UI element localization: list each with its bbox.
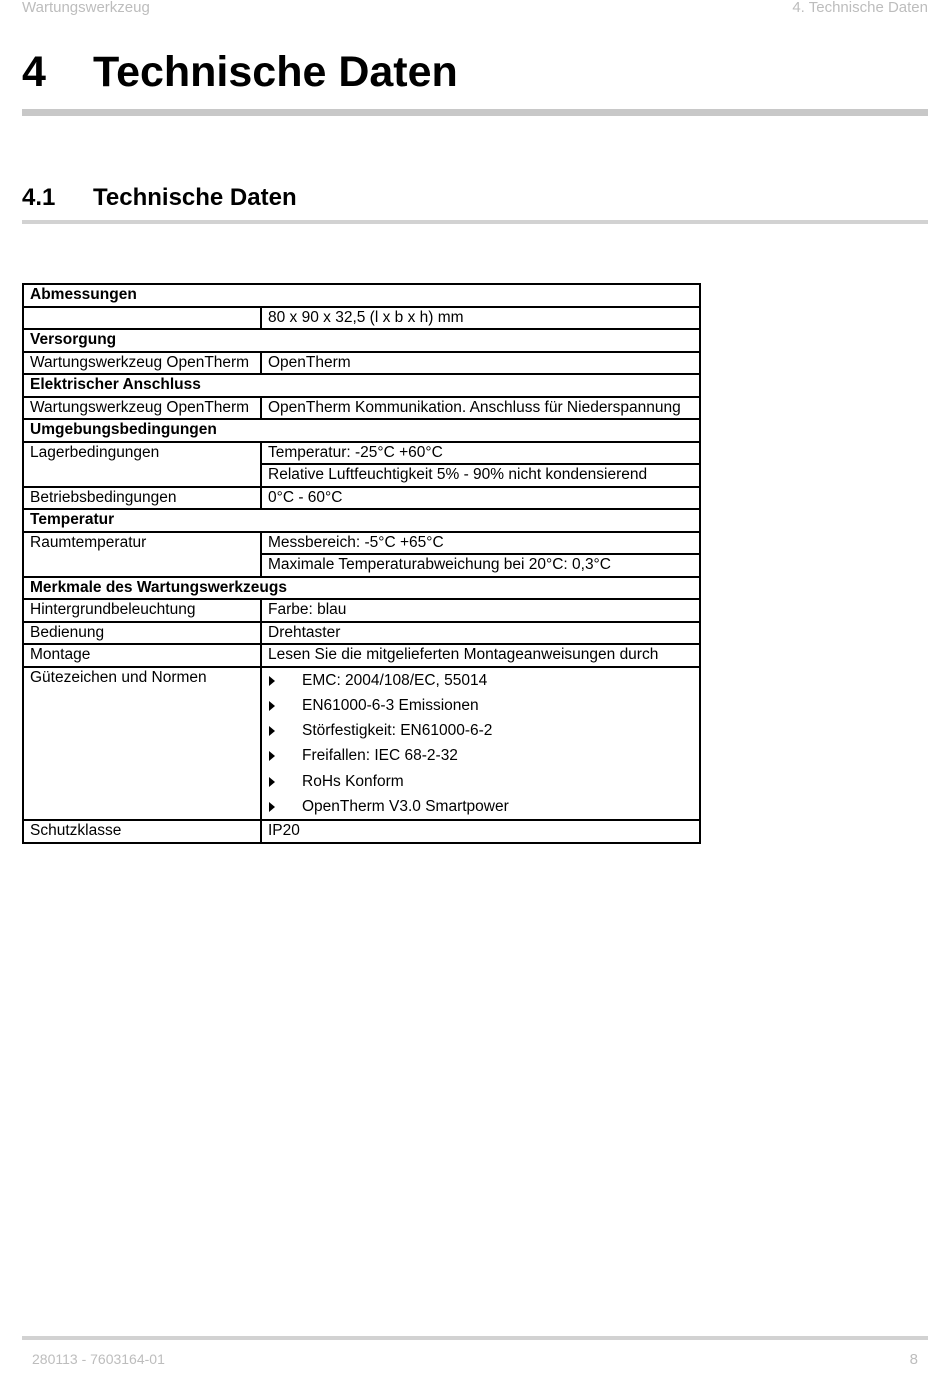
table-cell-label: Lagerbedingungen: [23, 442, 261, 487]
chapter-number: 4: [22, 48, 46, 96]
section-heading: [22, 183, 297, 213]
bullet-triangle-icon: [269, 726, 275, 736]
table-cell-value: [261, 667, 700, 821]
footer-divider: [22, 1336, 928, 1340]
table-row: [23, 577, 700, 600]
table-cell-label: Betriebsbedingungen: [23, 487, 261, 510]
list-item: [268, 794, 693, 819]
bullet-triangle-icon: [269, 777, 275, 787]
list-item: [268, 718, 693, 743]
table-row: [23, 329, 700, 352]
table-cell-value: OpenTherm Kommunikation. Anschluss für Niederspannung: [261, 397, 700, 420]
table-cell-value: Relative Luftfeuchtigkeit 5% - 90% nicht kondensierend: [261, 464, 700, 487]
list-item: [268, 668, 693, 693]
bullet-triangle-icon: [269, 802, 275, 812]
list-item-text: Freifallen: IEC 68-2-32: [302, 747, 458, 765]
table-cell-value: IP20: [261, 820, 700, 843]
group-heading-merkmale: Merkmale des Wartungswerkzeugs: [23, 577, 700, 600]
group-heading-umgebungsbedingungen: Umgebungsbedingungen: [23, 419, 700, 442]
spec-table: [22, 283, 701, 844]
bullet-triangle-icon: [269, 676, 275, 686]
chapter-title: Technische Daten: [93, 48, 458, 96]
table-cell-label: Wartungswerkzeug OpenTherm: [23, 352, 261, 375]
group-heading-abmessungen: Abmessungen: [23, 284, 700, 307]
list-item: [268, 693, 693, 718]
table-cell-value: Lesen Sie die mitgelieferten Montageanweisungen durch: [261, 644, 700, 667]
chapter-heading: [22, 44, 458, 100]
table-cell-value: 0°C - 60°C: [261, 487, 700, 510]
table-cell-value: Drehtaster: [261, 622, 700, 645]
table-row: [23, 397, 700, 420]
section-title: Technische Daten: [93, 184, 297, 211]
table-row: [23, 487, 700, 510]
table-row: [23, 509, 700, 532]
table-row: [23, 284, 700, 307]
table-row: [23, 599, 700, 622]
table-cell-label: Bedienung: [23, 622, 261, 645]
table-row: [23, 667, 700, 821]
group-heading-elektrischer-anschluss: Elektrischer Anschluss: [23, 374, 700, 397]
table-row: [23, 820, 700, 843]
table-cell-label: Wartungswerkzeug OpenTherm: [23, 397, 261, 420]
table-cell-value: Maximale Temperaturabweichung bei 20°C: 0,3°C: [261, 554, 700, 577]
table-row: [23, 352, 700, 375]
table-cell-value: Temperatur: -25°C +60°C: [261, 442, 700, 465]
section-divider: [22, 220, 928, 224]
table-row: [23, 644, 700, 667]
table-cell-label: Gütezeichen und Normen: [23, 667, 261, 821]
list-item-text: RoHs Konform: [302, 772, 404, 790]
list-item-text: EN61000-6-3 Emissionen: [302, 696, 479, 714]
standards-list: [268, 668, 693, 820]
page-number: 8: [909, 1351, 918, 1368]
bullet-triangle-icon: [269, 701, 275, 711]
bullet-triangle-icon: [269, 751, 275, 761]
table-cell-value: Farbe: blau: [261, 599, 700, 622]
running-header-right: 4. Technische Daten: [792, 0, 928, 16]
list-item: [268, 769, 693, 794]
list-item-text: OpenTherm V3.0 Smartpower: [302, 797, 509, 815]
list-item: [268, 743, 693, 768]
table-cell-value: OpenTherm: [261, 352, 700, 375]
group-heading-temperatur: Temperatur: [23, 509, 700, 532]
section-number: 4.1: [22, 184, 56, 211]
table-row: [23, 419, 700, 442]
table-cell-label: Raumtemperatur: [23, 532, 261, 577]
table-row: [23, 442, 700, 465]
table-row: [23, 307, 700, 330]
table-cell-label: Montage: [23, 644, 261, 667]
chapter-divider: [22, 109, 928, 116]
table-cell-label: Hintergrundbeleuchtung: [23, 599, 261, 622]
table-cell-value: 80 x 90 x 32,5 (l x b x h) mm: [261, 307, 700, 330]
table-cell-empty: [23, 307, 261, 330]
table-cell-label: Schutzklasse: [23, 820, 261, 843]
table-row: [23, 532, 700, 555]
group-heading-versorgung: Versorgung: [23, 329, 700, 352]
list-item-text: EMC: 2004/108/EC, 55014: [302, 671, 488, 689]
running-header-left: Wartungswerkzeug: [22, 0, 150, 16]
table-row: [23, 374, 700, 397]
list-item-text: Störfestigkeit: EN61000-6-2: [302, 722, 493, 740]
table-cell-value: Messbereich: -5°C +65°C: [261, 532, 700, 555]
table-row: [23, 622, 700, 645]
document-number: 280113 - 7603164-01: [32, 1351, 165, 1367]
